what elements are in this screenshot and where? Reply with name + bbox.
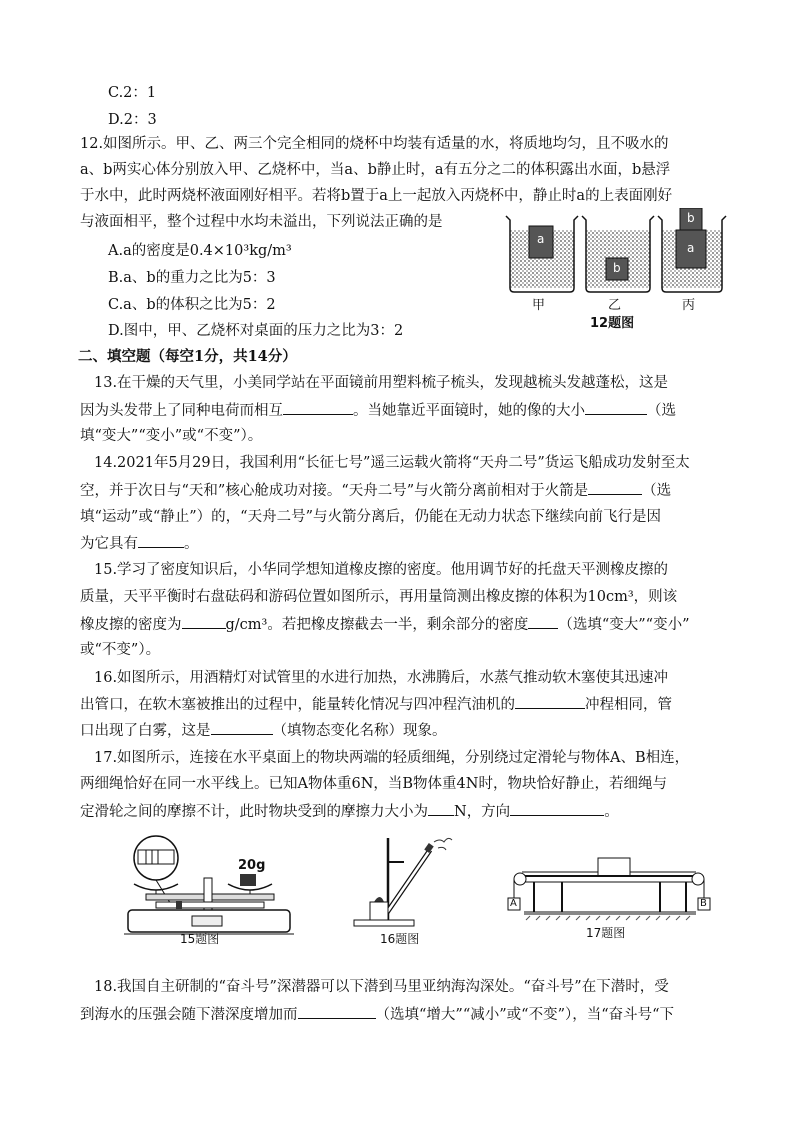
q17-blank-1[interactable] bbox=[428, 801, 454, 816]
q16-blank-1[interactable] bbox=[515, 694, 585, 709]
q12-option-d: D.图中，甲、乙烧杯对桌面的压力之比为3：2 bbox=[108, 323, 404, 339]
block-a-label-bing: a bbox=[687, 241, 695, 255]
q17-line1: 17.如图所示，连接在水平桌面上的物块两端的轻质细绳，分别绕过定滑轮与物体A、B相连， bbox=[94, 750, 690, 766]
figure-16-caption: 16题图 bbox=[380, 932, 420, 946]
q13-blank-2[interactable] bbox=[585, 400, 647, 415]
block-b-label-yi: b bbox=[613, 261, 621, 275]
label-yi: 乙 bbox=[608, 298, 622, 313]
block-b-label-bing: b bbox=[687, 211, 695, 225]
q15-line2: 质量，天平平衡时右盘砝码和游码位置如图所示，再用量筒测出橡皮擦的体积为10cm³，则该 bbox=[80, 589, 678, 605]
q16-line1: 16.如图所示，用酒精灯对试管里的水进行加热，水沸腾后，水蒸气推动软木塞使其迅速冲 bbox=[94, 670, 669, 686]
figure-15-caption: 15题图 bbox=[180, 932, 220, 946]
figure-16-test-tube bbox=[346, 832, 458, 944]
beaker-yi bbox=[582, 216, 654, 292]
q12-figure bbox=[500, 208, 730, 330]
q14-line3: 填“运动”或“静止”）的，“天舟二号”与火箭分离后，仍能在无动力状态下继续向前飞行是因 bbox=[80, 509, 661, 525]
q18-blank-1[interactable] bbox=[298, 1004, 376, 1019]
q13-line1: 13.在干燥的天气里，小美同学站在平面镜前用塑料梳子梳头，发现越梳头发越蓬松，这是 bbox=[94, 375, 669, 391]
figure-17-block-a: A bbox=[510, 898, 517, 909]
label-bing: 丙 bbox=[682, 298, 696, 313]
q11-option-c: C.2：1 bbox=[108, 85, 157, 101]
block-a-label-jia: a bbox=[537, 232, 545, 246]
q15-line4: 或“不变”）。 bbox=[80, 642, 161, 658]
q18-line2: 到海水的压强会随下潜深度增加而 （选填“增大”“减小”或“不变”），当“奋斗号“下 bbox=[80, 1004, 674, 1025]
q15-line3: 橡皮擦的密度为 g/cm³。若把橡皮擦截去一半，剩余部分的密度 （选填“变大”“变小” bbox=[80, 614, 690, 635]
q13-line2: 因为头发带上了同种电荷而相互 。当她靠近平面镜时，她的像的大小 （选 bbox=[80, 400, 676, 421]
q12-option-a: A.a的密度是0.4×10³kg/m³ bbox=[108, 243, 292, 259]
q13-blank-1[interactable] bbox=[283, 400, 353, 415]
q14-line1: 14.2021年5月29日，我国利用“长征七号”遥三运载火箭将“天舟二号”货运飞船成功发射至太 bbox=[94, 455, 690, 471]
q12-stem-line3: 于水中，此时两烧杯液面刚好相平。若将b置于a上一起放入丙烧杯中，静止时a的上表面刚好 bbox=[80, 188, 673, 204]
figure-15-balance bbox=[116, 832, 296, 944]
q16-blank-2[interactable] bbox=[211, 720, 273, 735]
q16-line3: 口出现了白雾，这是 （填物态变化名称）现象。 bbox=[80, 720, 447, 741]
q14-blank-1[interactable] bbox=[588, 480, 642, 495]
figure-17-block-b: B bbox=[700, 898, 707, 909]
q14-line2: 空，并于次日与“天和”核心舱成功对接。“天舟二号”与火箭分离前相对于火箭是 （选 bbox=[80, 480, 671, 501]
q17-blank-2[interactable] bbox=[510, 801, 604, 816]
figure-17-pulley-table bbox=[500, 852, 716, 944]
q12-option-b: B.a、b的重力之比为5：3 bbox=[108, 270, 276, 286]
q12-option-c: C.a、b的体积之比为5：2 bbox=[108, 297, 276, 313]
q15-blank-2[interactable] bbox=[528, 614, 558, 629]
beaker-jia bbox=[506, 216, 578, 292]
q11-option-d: D.2：3 bbox=[108, 112, 157, 128]
label-jia: 甲 bbox=[532, 298, 546, 313]
q15-blank-1[interactable] bbox=[182, 614, 226, 629]
q12-stem-line4: 与液面相平，整个过程中水均未溢出，下列说法正确的是 bbox=[80, 214, 443, 230]
figure-17-caption: 17题图 bbox=[586, 926, 626, 940]
q14-line4: 为它具有 。 bbox=[80, 533, 199, 554]
q12-stem-line1: 12.如图所示。甲、乙、两三个完全相同的烧杯中均装有适量的水，将质地均匀，且不吸水的 bbox=[80, 136, 669, 152]
q17-line3: 定滑轮之间的摩擦不计，此时物块受到的摩擦力大小为 N，方向 。 bbox=[80, 801, 619, 822]
q15-line1: 15.学习了密度知识后，小华同学想知道橡皮擦的密度。他用调节好的托盘天平测橡皮擦的 bbox=[94, 562, 669, 578]
q12-figure-caption: 12题图 bbox=[590, 316, 635, 331]
q13-line3: 填“变大”“变小”或“不变”）。 bbox=[80, 428, 263, 444]
figure-15-weight-label: 20g bbox=[238, 858, 266, 873]
q18-line1: 18.我国自主研制的“奋斗号”深潜器可以下潜到马里亚纳海沟深处。“奋斗号”在下潜时，受 bbox=[94, 979, 669, 995]
section-title-fill-in: 二、填空题（每空1分，共14分） bbox=[78, 348, 297, 365]
q16-line2: 出管口，在软木塞被推出的过程中，能量转化情况与四冲程汽油机的 冲程相同，管 bbox=[80, 694, 672, 715]
q14-blank-2[interactable] bbox=[138, 533, 184, 548]
q17-line2: 两细绳恰好在同一水平线上。已知A物体重6N，当B物体重4N时，物块恰好静止，若细绳与 bbox=[80, 776, 667, 792]
q12-stem-line2: a、b两实心体分别放入甲、乙烧杯中，当a、b静止时，a有五分之二的体积露出水面，b悬浮 bbox=[80, 162, 671, 178]
